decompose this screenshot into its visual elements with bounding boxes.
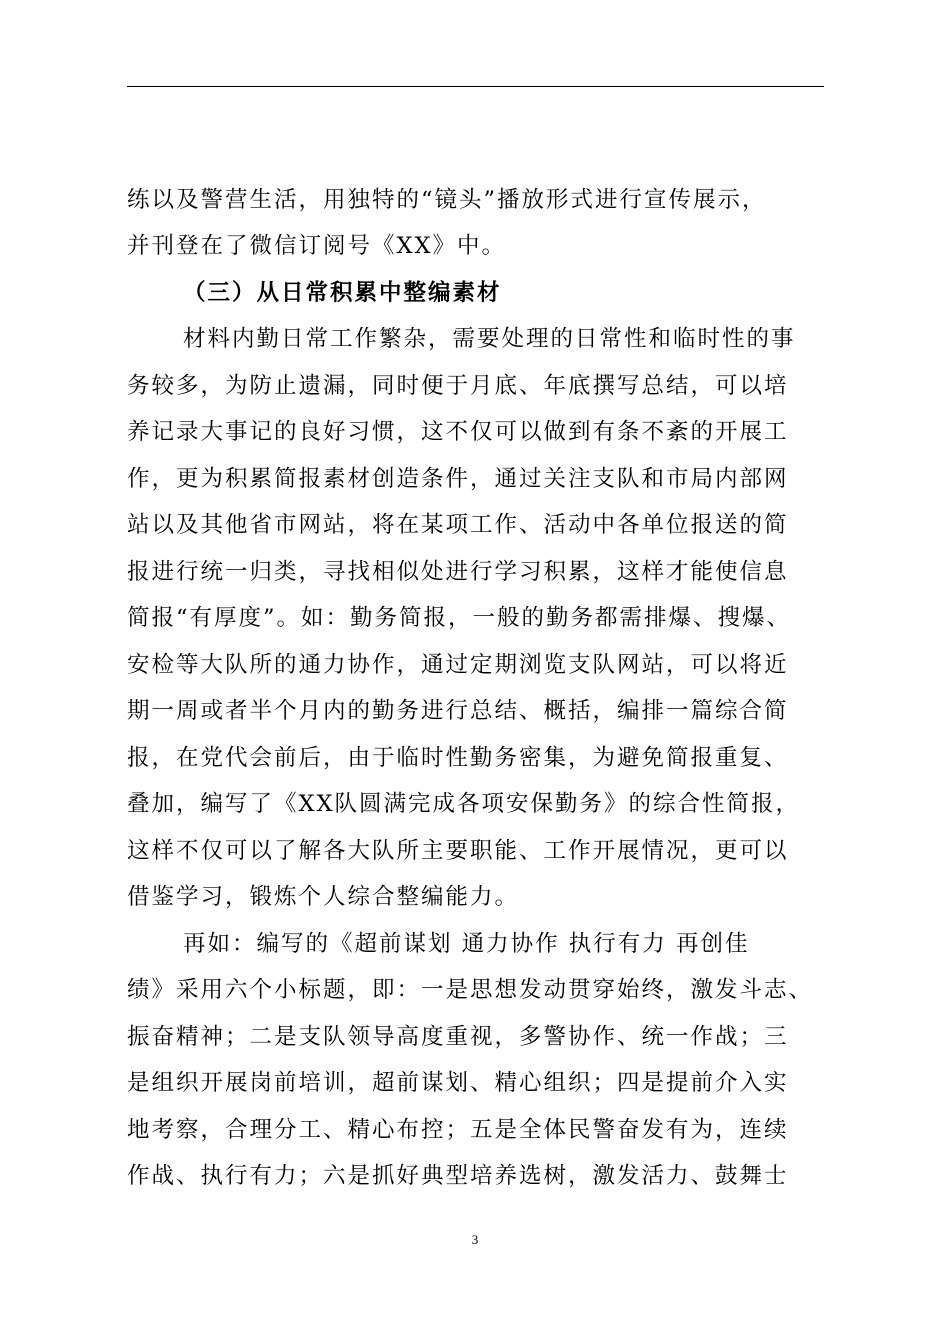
section-heading: （三）从日常积累中整编素材 bbox=[183, 280, 502, 306]
page-number: 3 bbox=[471, 1232, 479, 1247]
text-line: 作，更为积累简报素材创造条件，通过关注支队和市局内部网 bbox=[127, 466, 789, 492]
text-line: 再如：编写的《超前谋划 通力协作 执行有力 再创佳 bbox=[183, 931, 750, 957]
text-line: 务较多，为防止遗漏，同时便于月底、年底撰写总结，可以培 bbox=[127, 373, 789, 399]
text-line: 这样不仅可以了解各大队所主要职能、工作开展情况，更可以 bbox=[127, 838, 789, 864]
text-line: 材料内勤日常工作繁杂，需要处理的日常性和临时性的事 bbox=[183, 326, 796, 352]
text-line: 是组织开展岗前培训，超前谋划、精心组织；四是提前介入实 bbox=[127, 1070, 789, 1096]
text-line: 作战、执行有力；六是抓好典型培养选树，激发活力、鼓舞士 bbox=[127, 1163, 789, 1189]
text-line: 养记录大事记的良好习惯，这不仅可以做到有条不紊的开展工 bbox=[127, 419, 789, 445]
text-line: 安检等大队所的通力协作，通过定期浏览支队网站，可以将近 bbox=[127, 652, 789, 678]
text-line: 并刊登在了微信订阅号《XX》中。 bbox=[127, 233, 507, 259]
text-line: 绩》采用六个小标题，即：一是思想发动贯穿始终，激发斗志、 bbox=[127, 977, 814, 1003]
header-rule bbox=[127, 86, 824, 87]
text-line: 报，在党代会前后，由于临时性勤务密集，为避免简报重复、 bbox=[127, 745, 789, 771]
text-line: 期一周或者半个月内的勤务进行总结、概括，编排一篇综合简 bbox=[127, 698, 789, 724]
text-line: 简报“有厚度”。如：勤务简报，一般的勤务都需排爆、搜爆、 bbox=[127, 605, 792, 631]
text-line: 地考察，合理分工、精心布控；五是全体民警奋发有为，连续 bbox=[127, 1117, 789, 1143]
text-line: 练以及警营生活，用独特的“镜头”播放形式进行宣传展示， bbox=[127, 187, 767, 213]
text-line: 站以及其他省市网站，将在某项工作、活动中各单位报送的简 bbox=[127, 512, 789, 538]
text-line: 叠加，编写了《XX队圆满完成各项安保勤务》的综合性简报， bbox=[127, 791, 801, 817]
text-line: 报进行统一归类，寻找相似处进行学习积累，这样才能使信息 bbox=[127, 559, 789, 585]
text-line: 振奋精神；二是支队领导高度重视，多警协作、统一作战；三 bbox=[127, 1024, 789, 1050]
text-line: 借鉴学习，锻炼个人综合整编能力。 bbox=[127, 884, 520, 910]
